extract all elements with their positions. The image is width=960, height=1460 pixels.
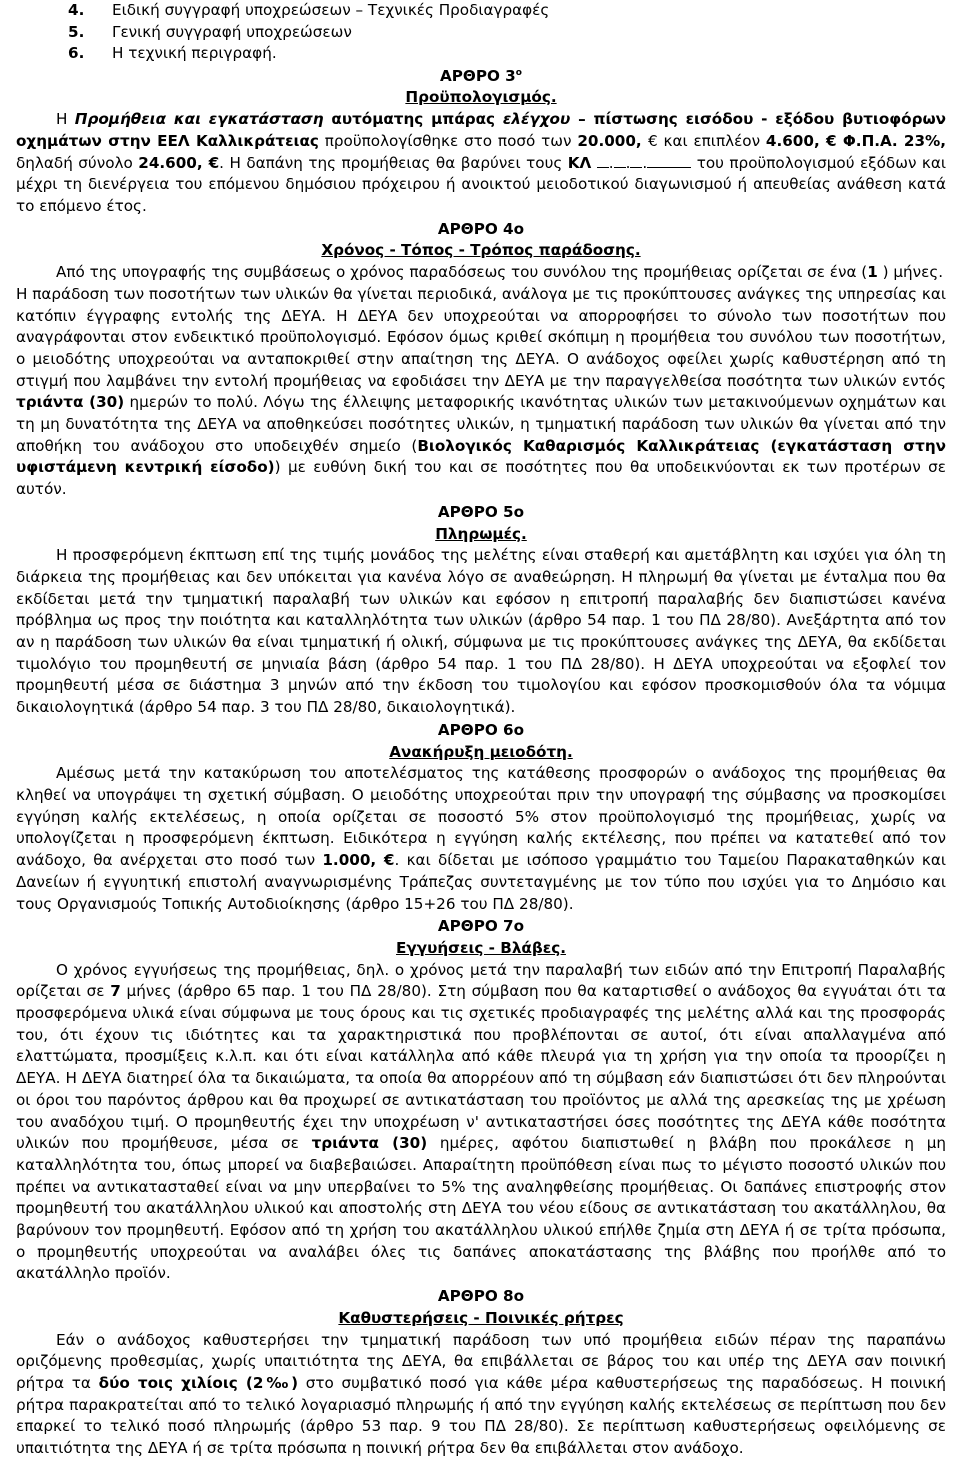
list-item-number: 4. (68, 1, 85, 19)
article-3-subheading: Προϋπολογισμός. (405, 88, 557, 107)
list-item (16, 0, 946, 22)
article-4-subheading: Χρόνος - Τόπος - Τρόπος παράδοσης. (321, 241, 641, 260)
article-4-heading: ΑΡΘΡΟ 4ο (437, 219, 525, 238)
article-5-subheading: Πληρωμές. (435, 524, 527, 543)
article-4-paragraph-1: Από της υπογραφής της συμβάσεως ο χρόνος παραδόσεως του συνόλου της προμήθειας ορίζεται σε ένα (1 ) μήνες. (56, 263, 944, 282)
document-list (16, 0, 946, 65)
list-item-number: 5. (68, 22, 85, 41)
article-7-heading: ΑΡΘΡΟ 7ο (437, 917, 525, 936)
list-item (16, 22, 946, 44)
article-7-subheading: Εγγυήσεις - Βλάβες. (396, 938, 566, 957)
list-item-text: Ειδική συγγραφή υποχρεώσεων – Τεχνικές Προδιαγραφές (112, 1, 550, 19)
article-6-heading: ΑΡΘΡΟ 6ο (437, 720, 525, 739)
article-4-paragraph-2: Η παράδοση των ποσοτήτων των υλικών θα γίνεται περιοδικά, ανάλογα με τις προκύπτουσες ανάγκες της υπηρεσίας και κατόπιν έγγραφης εντολής της ΔΕΥΑ. Η ΔΕΥΑ δεν υποχρεούται να απορροφήσει το σύνολο των ποσοτήτων που αναγράφονται στον ενδεικτικό προϋπολογισμό. Εφόσον όμως κριθεί σκόπιμη η προμήθεια του συνόλου των ποσοτήτων, ο μειοδότης υποχρεούται να ανταποκριθεί στην απαίτηση της ΔΕΥΑ. Ο ανάδοχος οφείλει χωρίς καθυστέρηση από τη στιγμή που λαμβάνει την εντολή προμήθειας να εφοδιάσει την ΔΕΥΑ με την παραγγελθείσα ποσότητα των υλικών εντός τριάντα (30) ημερών το πολύ. Λόγω της έλλειψης μεταφορικής ικανότητας υλικών των μετακινούμενων οχημάτων και τη μη δυνατότητα της ΔΕΥΑ να αποθηκεύσει ποσότητες υλικών, η τμηματική παράδοση των υλικών θα γίνεται από την αποθήκη του ανάδοχου στο υποδειχθέν σημείο (Βιολογικός Καθαρισμός Καλλικράτειας (εγκατάσταση στην υφιστάμενη κεντρική είσοδο)) με ευθύνη δική του και σε ποσότητες που θα υποδεικνύονται εκ των προτέρων σε αυτόν. (16, 284, 946, 499)
list-item (16, 43, 946, 65)
list-item-text: Η τεχνική περιγραφή. (112, 44, 277, 63)
list-item-number: 6. (68, 44, 85, 63)
article-3-paragraph: Η Προμήθεια και εγκατάσταση αυτόματης μπάρας ελέγχου – πίστωσης εισόδου - εξόδου βυτιοφόρων οχημάτων στην ΕΕΛ Καλλικράτειας προϋπολογίσθηκε στο ποσό των 20.000, € και επιπλέον 4.600, € Φ.Π.Α. 23%, δηλαδή σύνολο 24.600, €. Η δαπάνη της προμήθειας θα βαρύνει τους ΚΛ . . . του προϋπολογισμού εξόδων και μέχρι τη διενέργεια του επόμενου δημόσιου πρόχειρου ή ανοικτού μειοδοτικού διαγωνισμού ή απευθείας ανάθεση κατά το επόμενο έτος. (16, 110, 947, 215)
article-5-paragraph: Η προσφερόμενη έκπτωση επί της τιμής μονάδος της μελέτης είναι σταθερή και αμετάβλητη και ισχύει για όλη τη διάρκεια της προμήθειας και δεν υπόκειται για κανένα λόγο σε αναθεώρηση. Η πληρωμή θα γίνεται με ένταλμα που θα εκδίδεται μετά την τμηματική παραλαβή των υλικών και εφόσον η επιτροπή παραλαβής δεν διαπιστώσει κανένα πρόβλημα ως προς την ποιότητα και καταλληλότητα των υλικών (άρθρο 54 παρ. 1 του ΠΔ 28/80). Ανεξάρτητα από τον αν η παράδοση των υλικών θα είναι τμηματική ή ολική, σύμφωνα με τις προκύπτουσες ανάγκες της ΔΕΥΑ, θα εκδίδεται τιμολόγιο του προμηθευτή σε μηνιαία βάση (άρθρο 54 παρ. 1 του ΠΔ 28/80). Η ΔΕΥΑ υποχρεούται να εξοφλεί τον προμηθευτή μέσα σε διάστημα 3 μηνών από την έκδοση του τιμολογίου και εφόσον προσκομισθούν όλα τα νόμιμα δικαιολογητικά (άρθρο 54 παρ. 3 του ΠΔ 28/80, δικαιολογητικά). (16, 546, 946, 717)
article-6-subheading: Ανακήρυξη μειοδότη. (389, 742, 573, 761)
article-6-paragraph: Αμέσως μετά την κατακύρωση του αποτελέσματος της κατάθεσης προσφορών ο ανάδοχος της προμήθειας θα κληθεί να υπογράψει τη σχετική σύμβαση. Ο μειοδότης υποχρεούται πριν την υπογραφή της σύμβασης να προσκομίσει εγγύηση καλής εκτελέσεως, η οποία ορίζεται σε ποσοστό 5% στον προϋπολογισμό της προμήθειας, χωρίς να υπολογίζεται η προσφερόμενη έκπτωση. Ειδικότερα η εγγύηση καλής εκτέλεσης, που πρέπει να κατατεθεί από τον ανάδοχο, θα ανέρχεται στο ποσό των 1.000, €. και δίδεται με ισόποσο γραμμάτιο του Ταμείου Παρακαταθηκών και Δανείων ή εγγυητική επιστολή αναγνωρισμένης Τράπεζας συντεταγμένης με τον τύπο που ισχύει για το Δημόσιο και τους Οργανισμούς Τοπικής Αυτοδιοίκησης (άρθρο 15+26 του ΠΔ 28/80). (16, 764, 946, 913)
article-8-paragraph: Εάν ο ανάδοχος καθυστερήσει την τμηματική παράδοση των υπό προμήθεια ειδών πέραν της παραπάνω οριζόμενης προθεσμίας, χωρίς υπαιτιότητα της ΔΕΥΑ, θα επιβάλλεται σε βάρος του και υπέρ της ΔΕΥΑ σαν ποινική ρήτρα τα δύο τοις χιλίοις (2‰) στο συμβατικό ποσό για κάθε μέρα καθυστερήσεως της παραδόσεως. Η ποινική ρήτρα παρακρατείται από το τελικό λογαριασμό πληρωμής ή από την εγγύηση καλής εκτελέσεως σε περίπτωση που δεν επαρκεί το τελικό ποσό πληρωμής (άρθρο 53 παρ. 9 του ΠΔ 28/80). Σε περίπτωση καθυστερήσεως οφειλόμενης σε υπαιτιότητα της ΔΕΥΑ ή σε τρίτα πρόσωπα η ποινική ρήτρα δεν θα επιβάλλεται στον ανάδοχο. (16, 1330, 947, 1458)
article-8-subheading: Καθυστερήσεις - Ποινικές ρήτρες (338, 1308, 624, 1327)
article-5-heading: ΑΡΘΡΟ 5ο (437, 502, 525, 521)
list-item-text: Γενική συγγραφή υποχρεώσεων (112, 22, 352, 41)
article-8-heading: ΑΡΘΡΟ 8ο (437, 1287, 525, 1306)
article-3-heading: ΑΡΘΡΟ $3^o$ (440, 66, 522, 85)
article-7-paragraph: Ο χρόνος εγγυήσεως της προμήθειας, δηλ. ο χρόνος μετά την παραλαβή των ειδών από την Επιτροπή Παραλαβής ορίζεται σε 7 μήνες (άρθρο 65 παρ. 1 του ΠΔ 28/80). Στη σύμβαση που θα καταρτισθεί ο ανάδοχος θα εγγυάται ότι τα προσφερόμενα υλικά είναι σύμφωνα με τους όρους και τις σχετικές προδιαγραφές της μελέτης αλλά και της προσφοράς του, ότι έχουν τις ιδιότητες και τα χαρακτηριστικά που προβλέπονται σε αυτοί, ότι είναι απαλλαγμένα από ελαττώματα, προσμίξεις κ.λ.π. και ότι είναι κατάλληλα από κάθε πλευρά για τη χρήση για την οποία τα προορίζει η ΔΕΥΑ. Η ΔΕΥΑ διατηρεί όλα τα δικαιώματα, τα οποία θα απορρέουν από τη σύμβαση εάν διαπιστώσει ότι δεν πληρούνται οι όροι του παρόντος άρθρου και θα προχωρεί σε αντικατάσταση του προϊόντος με αλλά της αρεσκείας της με χρέωση του αναδόχου τιμή. Ο προμηθευτής έχει την υποχρέωση ν' αντικαταστήσει όσες ποσότητες της ΔΕΥΑ κάθε ποσότητα υλικών που προμήθευσε, μέσα σε τριάντα (30) ημέρες, αφότου διαπιστωθεί η βλάβη που προκάλεσε η μη καταλληλότητα του, όπως μπορεί να διαβεβαιώσει. Απαραίτητη προϋπόθεση είναι πως το μέγιστο ποσοστό υλικών που πρέπει να αντικατασταθεί είναι να μην υπερβαίνει το 5% της αναληφθείσης προμήθειας. Οι δαπάνες επιστροφής στον προμηθευτή του ακατάλληλου υλικού και αποστολής στη ΔΕΥΑ του νέου είδους σε αντικατάσταση του ακατάλληλου, θα βαρύνουν τον προμηθευτή. Εφόσον από τη χρήση του ακατάλληλου υλικού επήλθε ζημία στη ΔΕΥΑ ή σε τρίτα πρόσωπα, ο προμηθευτής υποχρεούται να αναλάβει όλες τις δαπάνες αποκατάστασης της βλάβης που προήλθε από το ακατάλληλο προϊόν. (16, 960, 947, 1283)
